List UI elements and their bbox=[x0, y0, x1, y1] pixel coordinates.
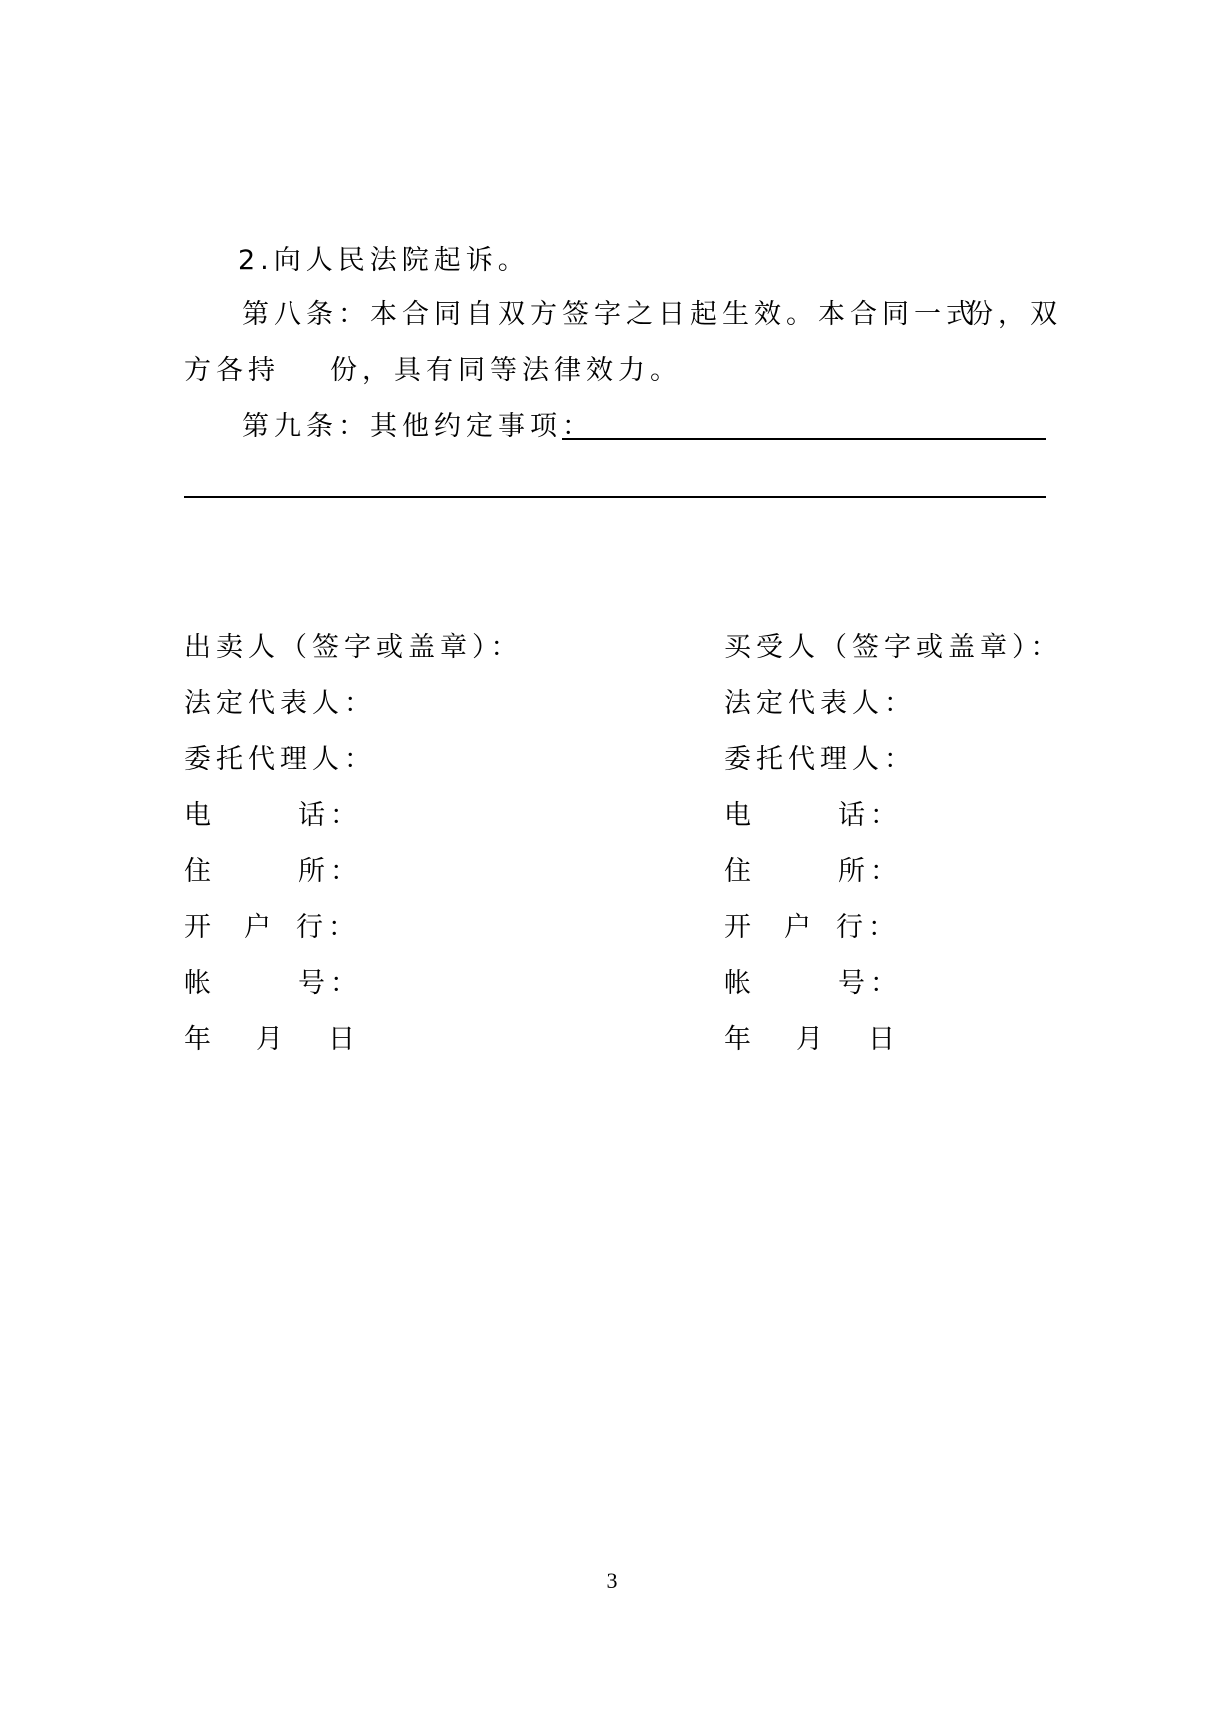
buyer-phone bbox=[724, 800, 1084, 856]
clause-eight-text: 第八条：本合同自双方签字之日起生效。本合同一式 bbox=[242, 299, 978, 330]
seller-legal-rep: 法定代表人： bbox=[184, 688, 376, 719]
seller-address-a: 住 bbox=[184, 856, 216, 887]
buyer-month: 月 bbox=[796, 1024, 828, 1055]
seller-day: 日 bbox=[328, 1024, 360, 1055]
buyer-bank-b: 户 bbox=[784, 912, 816, 943]
seller-phone bbox=[184, 800, 544, 856]
buyer-bank-a: 开 bbox=[724, 912, 756, 943]
seller-account bbox=[184, 968, 544, 1024]
clause-eight-line2-text: 份，具有同等法律效力。 bbox=[330, 355, 682, 386]
seller-phone-b: 话： bbox=[298, 800, 362, 831]
buyer-phone-a: 电 bbox=[724, 800, 756, 831]
seller-phone-a: 电 bbox=[184, 800, 216, 831]
page-number: 3 bbox=[606, 1568, 618, 1593]
clause-seven-item-2: 2.向人民法院起诉。 bbox=[238, 245, 530, 276]
buyer-agent: 委托代理人： bbox=[724, 744, 916, 775]
seller-signature-block bbox=[184, 632, 544, 1080]
seller-bank-c: 行： bbox=[296, 912, 360, 943]
seller-bank-b: 户 bbox=[244, 912, 276, 943]
seller-bank-a: 开 bbox=[184, 912, 216, 943]
seller-address bbox=[184, 856, 544, 912]
other-terms-blank-1 bbox=[562, 438, 1046, 440]
seller-address-b: 所： bbox=[298, 856, 362, 887]
seller-title: 出卖人（签字或盖章）： bbox=[184, 632, 523, 663]
seller-date bbox=[184, 1024, 544, 1080]
buyer-bank-c: 行： bbox=[836, 912, 900, 943]
other-terms-blank-2 bbox=[184, 496, 1046, 498]
buyer-day: 日 bbox=[868, 1024, 900, 1055]
buyer-address-a: 住 bbox=[724, 856, 756, 887]
clause-eight-copies-suffix: 份，双 bbox=[966, 299, 1062, 330]
seller-year: 年 bbox=[184, 1024, 216, 1055]
clause-nine-label: 第九条：其他约定事项： bbox=[242, 411, 594, 442]
buyer-bank bbox=[724, 912, 1084, 968]
buyer-title: 买受人（签字或盖章）： bbox=[724, 632, 1063, 663]
buyer-address-b: 所： bbox=[838, 856, 902, 887]
clause-eight-line2-prefix: 方各持 bbox=[184, 355, 280, 386]
seller-month: 月 bbox=[256, 1024, 288, 1055]
buyer-account-b: 号： bbox=[838, 968, 902, 999]
buyer-legal-rep: 法定代表人： bbox=[724, 688, 916, 719]
buyer-date bbox=[724, 1024, 1084, 1080]
seller-account-a: 帐 bbox=[184, 968, 216, 999]
clause-eight-line1 bbox=[242, 299, 978, 331]
buyer-phone-b: 话： bbox=[838, 800, 902, 831]
seller-agent: 委托代理人： bbox=[184, 744, 376, 775]
buyer-year: 年 bbox=[724, 1024, 756, 1055]
buyer-signature-block bbox=[724, 632, 1084, 1080]
buyer-account-a: 帐 bbox=[724, 968, 756, 999]
buyer-account bbox=[724, 968, 1084, 1024]
buyer-address bbox=[724, 856, 1084, 912]
seller-bank bbox=[184, 912, 544, 968]
seller-account-b: 号： bbox=[298, 968, 362, 999]
